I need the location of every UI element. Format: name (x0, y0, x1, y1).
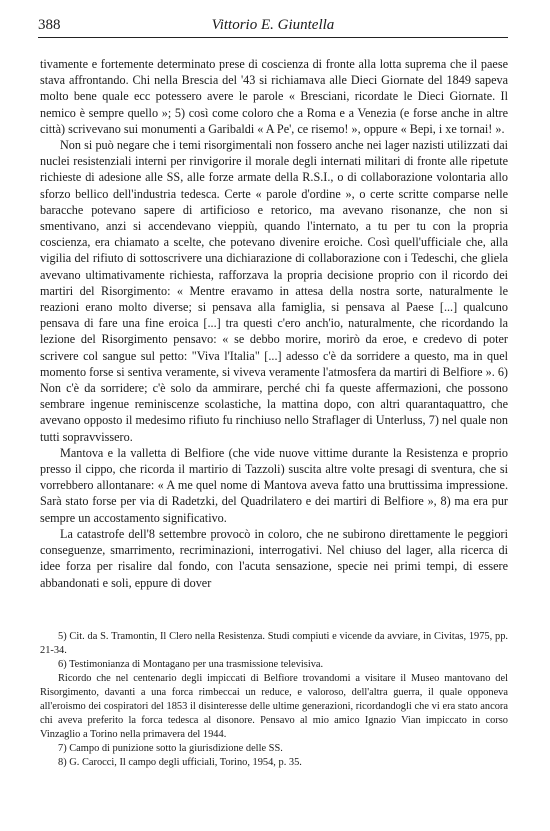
paragraph: Non si può negare che i temi risorgimentali non fossero anche nei lager nazisti utilizzati dai nuclei resistenziali interni per rinvigorire il morale degli internati militari di fronte alle ripetute richieste di adesione alle SS, alle forze armate della R.S.I., o di collaborazione volontaria allo sforzo bellico dell'industria tedesca. Certe « parole d'ordine », o certe scritte comparse nelle baracche potevano sapere di artificioso e retorico, ma avevano risonanze, che non si smentivano, anzi si accendevano vieppiù, quando l'internato, a tu per tu con la propria coscienza, era chiamato a scelte, che potevano divenire eroiche. Così quell'ufficiale che, alla vigilia del rifiuto di sottoscrivere una dichiarazione di collaborazione con i Tedeschi, che gliela avevano ultimativamente richiesta, rafforzava la propria decisione proprio con il ricordo dei martiri del Risorgimento: « Mentre eravamo in attesa della nostra sorte, naturalmente le reazioni erano molto diverse; si pensava alla famiglia, si pensava al Paese [...] qualcuno pensava di fare una fine eroica [...] tra questi c'ero anch'io, naturalmente, che ricordando la lezione del Risorgimento pensavo: « se debbo morire, morirò da eroe, e credevo di poter scrivere col sangue sul petto: "Viva l'Italia" [...] adesso c'è da sorridere a questo, ma in quel momento forse si sentiva veramente, si viveva veramente l'atmosfera da martiri di Belfiore ». 6) Non c'è da sorridere; c'è solo da ammirare, perché chi fa queste affermazioni, che possono sembrare ingenue reminiscenze scolastiche, la mattina dopo, con altri quarantaquattro, che avevano opposto il medesimo rifiuto fu rinchiuso nello Straflager di Unterluss, 7) nel quale non tutti sopravvissero. (40, 138, 508, 444)
footnote: 5) Cit. da S. Tramontin, Il Clero nella Resistenza. Studi compiuti e vicende da avviare, in Civitas, 1975, pp. 21-34. (40, 631, 508, 656)
footnote: 7) Campo di punizione sotto la giurisdizione delle SS. (58, 743, 283, 754)
page-header (38, 17, 508, 38)
page-number: 388 (38, 17, 61, 33)
footnote: 6) Testimonianza di Montagano per una trasmissione televisiva. (58, 659, 324, 670)
body-text (40, 56, 508, 591)
footnote: Ricordo che nel centenario degli impiccati di Belfiore trovandomi a visitare il Museo mantovano del Risorgimento, davanti a una forca rimbeccai un reduce, e valoroso, dell'altra guerra, il quale opponeva all'eroismo dei cospiratori del 1853 il disinteresse delle ultime generazioni, ricordandogli che vi era stato ancora chi aveva preferito la forca tedesca al disonore. Pensavo al mio amico Ignazio Vian impiccato in corso Vinzaglio a Torino nella primavera del 1944. (40, 673, 508, 740)
paragraph: Mantova e la valletta di Belfiore (che vide nuove vittime durante la Resistenza e proprio presso il cippo, che ricorda il martirio di Tazzoli) suscita altre volte presagi di sventura, che si vorrebbero allontanare: « A me quel nome di Mantova aveva fatto una bruttissima impressione. Sarà stato forse per via di Radetzki, del Quadrilatero e dei martiri di Belfiore », 8) ma era pur sempre un accostamento significativo. (40, 445, 508, 525)
running-head: Vittorio E. Giuntella (211, 17, 335, 33)
footnote: 8) G. Carocci, Il campo degli ufficiali, Torino, 1954, p. 35. (58, 757, 302, 768)
paragraph: tivamente e fortemente determinato prese di coscienza di fronte alla lotta suprema che il paese stava affrontando. Chi nella Brescia del '43 si richiamava alle Dieci Giornate del 1849 sapeva molto bene quale ecc potessero avere le parole « Bresciani, ricordate le Dieci Giornate. Il nemico è sempre quello »; 5) così come coloro che a Roma e a Venezia (e forse anche in altre città) scrivevano sui monumenti a Garibaldi « A Pe', ce risemo! », oppure « Bepi, i xe tornai! ». (40, 57, 508, 136)
footnotes (40, 630, 508, 770)
paragraph: La catastrofe dell'8 settembre provocò in coloro, che ne subirono direttamente le peggiori conseguenze, smarrimento, recriminazioni, interrogativi. Nel chiuso del lager, alla ricerca di idee forza per risalire dal fondo, con l'acuta sensazione, specie nei primi tempi, di essere abbandonati e soli, eppure di dover (40, 526, 508, 590)
